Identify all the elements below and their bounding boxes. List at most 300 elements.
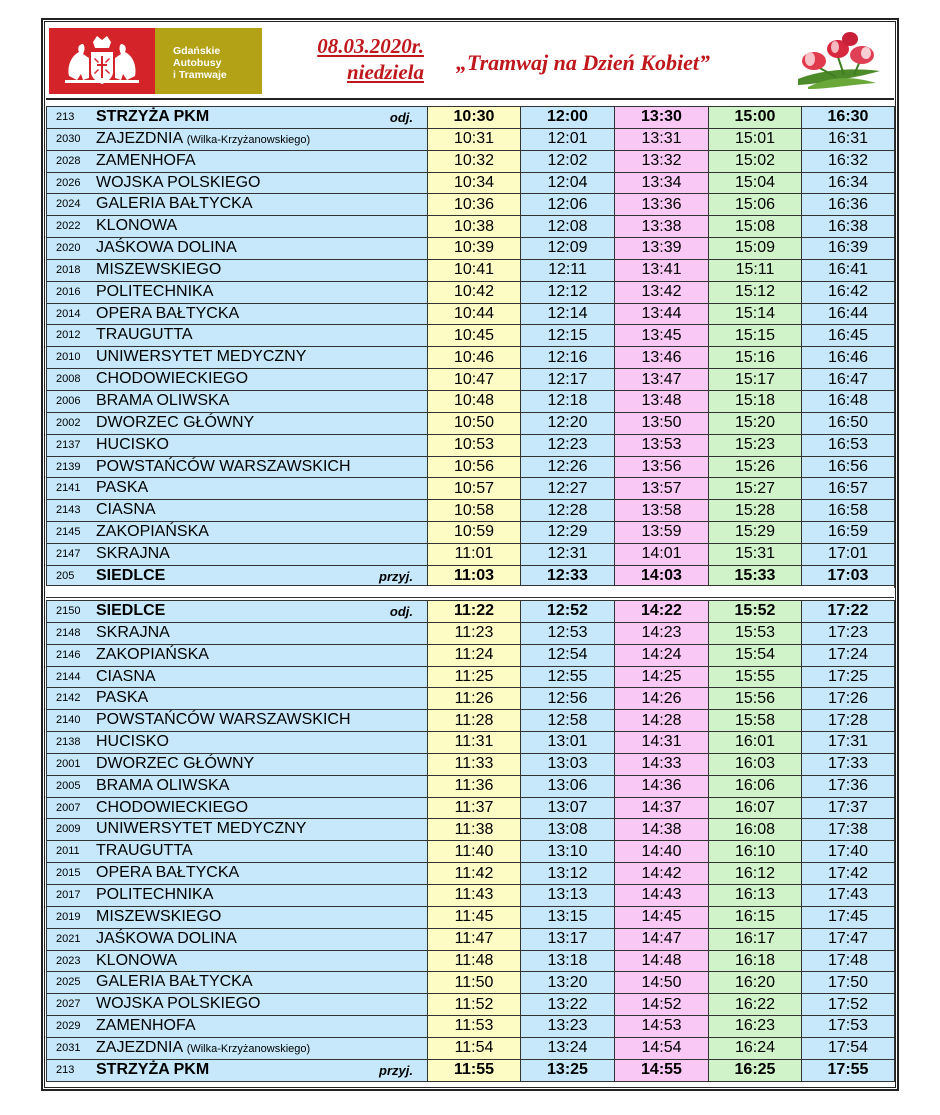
stop-code: 205	[56, 569, 75, 582]
departure-time: 17:24	[802, 644, 895, 666]
stop-name: ZAMENHOFA	[96, 151, 196, 169]
timetable-row	[47, 325, 895, 347]
stop-cell	[47, 390, 428, 412]
departure-time: 14:54	[615, 1037, 709, 1059]
departure-time: 10:48	[428, 390, 521, 412]
timetable-row	[47, 972, 895, 994]
departure-time: 12:09	[521, 238, 615, 260]
stop-code: 213	[56, 111, 75, 123]
departure-time: 13:24	[521, 1037, 615, 1059]
departure-time: 15:02	[709, 150, 802, 172]
departure-time: 16:47	[802, 369, 895, 391]
stop-code: 2018	[56, 263, 81, 276]
stop-cell	[47, 434, 428, 456]
logo-line: Autobusy	[173, 57, 222, 69]
stop-cell	[47, 775, 428, 797]
departure-time: 11:55	[428, 1059, 521, 1081]
stop-code: 2147	[56, 547, 81, 560]
departure-time: 10:53	[428, 434, 521, 456]
stop-cell	[47, 950, 428, 972]
departure-time: 16:12	[709, 863, 802, 885]
departure-time: 16:22	[709, 994, 802, 1016]
stop-name-group	[96, 886, 213, 904]
stop-code: 2025	[56, 976, 81, 989]
stop-code: 2001	[56, 757, 81, 770]
stop-name: SKRAJNA	[96, 544, 170, 562]
departure-time: 17:28	[802, 710, 895, 732]
stop-name: HUCISKO	[96, 435, 169, 453]
timetable-outbound	[46, 106, 895, 588]
departure-time: 13:44	[615, 303, 709, 325]
departure-time: 12:58	[521, 710, 615, 732]
departure-time: 12:29	[521, 522, 615, 544]
stop-cell	[47, 412, 428, 434]
stop-name: CIASNA	[96, 501, 156, 519]
stop-name: TRAUGUTTA	[96, 842, 193, 860]
departure-time: 16:38	[802, 216, 895, 238]
stop-name-group	[96, 689, 148, 707]
stop-name: STRZYŻA PKM	[96, 108, 210, 125]
stop-code: 2029	[56, 1020, 81, 1033]
stop-code: 2021	[56, 932, 81, 945]
departure-time: 12:04	[521, 172, 615, 194]
timetable-row	[47, 172, 895, 194]
departure-time: 11:52	[428, 994, 521, 1016]
departure-time: 14:43	[615, 884, 709, 906]
stop-code: 2145	[56, 526, 81, 539]
timetable-row	[47, 500, 895, 522]
departure-time: 11:50	[428, 972, 521, 994]
departure-time: 10:36	[428, 194, 521, 216]
departure-time: 15:08	[709, 216, 802, 238]
stop-cell	[47, 347, 428, 369]
stop-cell	[47, 710, 428, 732]
stop-cell	[47, 732, 428, 754]
departure-time: 14:40	[615, 841, 709, 863]
departure-time: 16:36	[802, 194, 895, 216]
stop-cell	[47, 325, 428, 347]
stop-name-group	[96, 864, 239, 882]
departure-time: 12:52	[521, 601, 615, 623]
departure-time: 12:23	[521, 434, 615, 456]
timetable-row	[47, 622, 895, 644]
stop-name-group	[96, 777, 229, 795]
departure-time: 11:48	[428, 950, 521, 972]
stop-name-group	[96, 283, 213, 301]
stop-name-group	[96, 952, 177, 970]
departure-time: 13:46	[615, 347, 709, 369]
departure-time: 15:06	[709, 194, 802, 216]
stop-name-group	[96, 842, 193, 860]
stop-cell	[47, 522, 428, 544]
stop-cell	[47, 863, 428, 885]
stop-name-group	[96, 108, 209, 126]
departure-time: 13:13	[521, 884, 615, 906]
timetable-row	[47, 522, 895, 544]
stop-name-group	[96, 174, 261, 192]
departure-time: 15:28	[709, 500, 802, 522]
timetable-row	[47, 150, 895, 172]
departure-time: 15:17	[709, 369, 802, 391]
timetable-row	[47, 819, 895, 841]
stop-name-group	[96, 348, 306, 366]
stop-name: SIEDLCE	[96, 566, 166, 584]
departure-time: 13:10	[521, 841, 615, 863]
departure-time: 14:31	[615, 732, 709, 754]
departure-time: 11:26	[428, 688, 521, 710]
stop-cell	[47, 1037, 428, 1059]
departure-time: 12:18	[521, 390, 615, 412]
timetable-row	[47, 950, 895, 972]
departure-time: 17:43	[802, 884, 895, 906]
stop-code: 2142	[56, 692, 81, 705]
stop-code: 2008	[56, 373, 81, 386]
timetable-row	[47, 928, 895, 950]
stop-name-group	[96, 436, 169, 454]
departure-time: 17:42	[802, 863, 895, 885]
departure-time: 12:02	[521, 150, 615, 172]
departure-time: 11:28	[428, 710, 521, 732]
weekday-text: niedziela	[347, 60, 424, 84]
departure-time: 15:20	[709, 412, 802, 434]
departure-time: 10:39	[428, 238, 521, 260]
stop-code: 2016	[56, 285, 81, 298]
departure-time: 13:01	[521, 732, 615, 754]
stop-name-group	[96, 217, 177, 235]
departure-time: 15:01	[709, 128, 802, 150]
stop-code: 2024	[56, 198, 81, 211]
stop-code: 2146	[56, 648, 81, 661]
departure-time: 17:54	[802, 1037, 895, 1059]
stop-name-group	[96, 545, 170, 563]
departure-time: 15:18	[709, 390, 802, 412]
timetable-row	[47, 128, 895, 150]
departure-time: 16:01	[709, 732, 802, 754]
departure-time: 13:57	[615, 478, 709, 500]
departure-time: 12:53	[521, 622, 615, 644]
stop-name: MISZEWSKIEGO	[96, 907, 222, 925]
departure-time: 16:41	[802, 259, 895, 281]
stop-code: 2012	[56, 329, 81, 342]
departure-time: 13:45	[615, 325, 709, 347]
departure-time: 16:45	[802, 325, 895, 347]
departure-time: 15:00	[709, 107, 802, 129]
departure-time: 13:47	[615, 369, 709, 391]
stop-code: 2007	[56, 801, 81, 814]
departure-time: 11:38	[428, 819, 521, 841]
timetable-row	[47, 259, 895, 281]
departure-time: 17:31	[802, 732, 895, 754]
stop-cell	[47, 1016, 428, 1038]
timetable-row	[47, 565, 895, 587]
stop-cell	[47, 841, 428, 863]
stop-name: PASKA	[96, 689, 149, 707]
departure-time: 13:25	[521, 1059, 615, 1081]
departure-time: 16:25	[709, 1059, 802, 1081]
stop-cell	[47, 797, 428, 819]
departure-time: 16:30	[802, 107, 895, 129]
stop-cell	[47, 1059, 428, 1081]
departure-time: 11:31	[428, 732, 521, 754]
departure-time: 13:48	[615, 390, 709, 412]
timetable-row	[47, 238, 895, 260]
stop-code: 213	[56, 1063, 75, 1076]
departure-time: 10:44	[428, 303, 521, 325]
stop-name: PASKA	[96, 479, 149, 497]
stop-name: MISZEWSKIEGO	[96, 260, 222, 278]
stop-name: ZAMENHOFA	[96, 1017, 196, 1035]
departure-time: 10:42	[428, 281, 521, 303]
departure-time: 11:45	[428, 906, 521, 928]
stop-cell	[47, 107, 428, 129]
departure-time: 14:03	[615, 565, 709, 587]
departure-time: 12:56	[521, 688, 615, 710]
departure-time: 13:22	[521, 994, 615, 1016]
departure-time: 16:56	[802, 456, 895, 478]
departure-time: 16:24	[709, 1037, 802, 1059]
departure-time: 12:20	[521, 412, 615, 434]
stop-cell	[47, 150, 428, 172]
timetable-row	[47, 644, 895, 666]
section-separator	[46, 585, 894, 598]
timetable-row	[47, 1037, 895, 1059]
timetable-row	[47, 369, 895, 391]
departure-time: 14:22	[615, 601, 709, 623]
timetable-row	[47, 666, 895, 688]
timetable-row	[47, 478, 895, 500]
departure-time: 10:57	[428, 478, 521, 500]
stop-name: GALERIA BAŁTYCKA	[96, 973, 253, 991]
stop-name-group	[96, 908, 221, 926]
departure-time: 11:22	[428, 601, 521, 623]
departure-time: 17:36	[802, 775, 895, 797]
departure-time: 13:03	[521, 753, 615, 775]
departure-time: 16:32	[802, 150, 895, 172]
stop-name-group	[96, 392, 229, 410]
stop-cell	[47, 753, 428, 775]
stop-cell	[47, 478, 428, 500]
departure-time: 17:38	[802, 819, 895, 841]
departure-time: 14:52	[615, 994, 709, 1016]
stop-note: (Wilka-Krzyżanowskiego)	[186, 1042, 311, 1055]
departure-time: 12:54	[521, 644, 615, 666]
departure-time: 17:37	[802, 797, 895, 819]
stop-name-group	[96, 646, 209, 664]
departure-time: 17:53	[802, 1016, 895, 1038]
stop-cell	[47, 456, 428, 478]
timetable-row	[47, 601, 895, 623]
stop-name: DWORZEC GŁÓWNY	[96, 754, 255, 772]
departure-time: 14:24	[615, 644, 709, 666]
stop-name-group	[96, 755, 254, 773]
stop-code: 2002	[56, 416, 81, 429]
stop-cell	[47, 644, 428, 666]
stop-name-group	[96, 523, 209, 541]
departure-time: 17:33	[802, 753, 895, 775]
departure-time: 13:18	[521, 950, 615, 972]
stop-name: POLITECHNIKA	[96, 282, 214, 300]
stop-name-group	[96, 414, 254, 432]
departure-time: 11:40	[428, 841, 521, 863]
timetable-row	[47, 216, 895, 238]
departure-time: 17:55	[802, 1059, 895, 1081]
departure-time: 17:50	[802, 972, 895, 994]
departure-time: 14:28	[615, 710, 709, 732]
stop-code: 2006	[56, 394, 81, 407]
stop-cell	[47, 172, 428, 194]
departure-time: 11:03	[428, 565, 521, 587]
timetable-return	[46, 600, 895, 1082]
stop-code: 2028	[56, 154, 81, 167]
departure-time: 15:33	[709, 565, 802, 587]
departure-time: 13:58	[615, 500, 709, 522]
departure-time: 13:41	[615, 259, 709, 281]
departure-time: 16:53	[802, 434, 895, 456]
departure-time: 11:24	[428, 644, 521, 666]
stop-name-group	[96, 930, 237, 948]
departure-time: 11:25	[428, 666, 521, 688]
stop-name-group	[96, 458, 351, 476]
departure-time: 16:39	[802, 238, 895, 260]
stop-name-group	[96, 479, 148, 497]
stop-cell	[47, 994, 428, 1016]
timetable-row	[47, 863, 895, 885]
departure-time: 13:56	[615, 456, 709, 478]
departure-time: 10:46	[428, 347, 521, 369]
departure-time: 13:38	[615, 216, 709, 238]
stop-name: KLONOWA	[96, 217, 178, 235]
stop-name-group	[96, 370, 248, 388]
departure-time: 16:06	[709, 775, 802, 797]
tulips-icon	[788, 27, 884, 93]
departure-time: 16:57	[802, 478, 895, 500]
departure-time: 16:48	[802, 390, 895, 412]
departure-time: 13:23	[521, 1016, 615, 1038]
departure-time: 13:36	[615, 194, 709, 216]
timetable-row	[47, 906, 895, 928]
stop-name-group	[96, 326, 193, 344]
timetable-row	[47, 710, 895, 732]
departure-time: 11:42	[428, 863, 521, 885]
departure-time: 16:50	[802, 412, 895, 434]
logo-line: Gdańskie	[173, 45, 221, 57]
stop-code: 2140	[56, 714, 81, 727]
stop-name-group	[96, 820, 306, 838]
departure-time: 12:15	[521, 325, 615, 347]
stop-code: 2030	[56, 132, 81, 145]
departure-time: 11:43	[428, 884, 521, 906]
departure-time: 15:26	[709, 456, 802, 478]
gait-logo	[155, 28, 262, 94]
departure-time: 15:55	[709, 666, 802, 688]
departure-time: 10:38	[428, 216, 521, 238]
departure-time: 15:52	[709, 601, 802, 623]
departure-time: 16:07	[709, 797, 802, 819]
departure-time: 13:32	[615, 150, 709, 172]
header-divider	[46, 98, 894, 100]
departure-time: 14:36	[615, 775, 709, 797]
departure-time: 16:46	[802, 347, 895, 369]
departure-time: 12:08	[521, 216, 615, 238]
stop-code: 2015	[56, 867, 81, 880]
departure-time: 17:03	[802, 565, 895, 587]
stop-name-group	[96, 1039, 310, 1058]
stop-code: 2010	[56, 351, 81, 364]
timetable-row	[47, 303, 895, 325]
departure-time: 13:30	[615, 107, 709, 129]
departure-time: 16:15	[709, 906, 802, 928]
departure-time: 14:47	[615, 928, 709, 950]
stop-name: WOJSKA POLSKIEGO	[96, 173, 261, 191]
departure-time: 13:06	[521, 775, 615, 797]
stop-name-group	[96, 305, 239, 323]
stop-name: SKRAJNA	[96, 623, 170, 641]
departure-time: 12:55	[521, 666, 615, 688]
stop-name-group	[96, 195, 253, 213]
stop-code: 2017	[56, 888, 81, 901]
stop-name-group	[96, 995, 261, 1013]
departure-time: 11:01	[428, 543, 521, 565]
departure-time: 14:33	[615, 753, 709, 775]
departure-time: 13:53	[615, 434, 709, 456]
stop-cell	[47, 281, 428, 303]
departure-time: 14:55	[615, 1059, 709, 1081]
departure-time: 14:37	[615, 797, 709, 819]
departure-time: 16:31	[802, 128, 895, 150]
departure-time: 17:52	[802, 994, 895, 1016]
stop-name: ZAJEZDNIA	[96, 1038, 183, 1056]
timetable-row	[47, 543, 895, 565]
departure-time: 17:47	[802, 928, 895, 950]
gdansk-coat-of-arms-logo	[49, 28, 155, 94]
stop-cell	[47, 543, 428, 565]
timetable-row	[47, 107, 895, 129]
departure-time: 14:42	[615, 863, 709, 885]
stop-code: 2011	[56, 845, 80, 858]
departure-time: 14:50	[615, 972, 709, 994]
stop-name: JAŚKOWA DOLINA	[96, 239, 237, 257]
timetable-row	[47, 347, 895, 369]
stop-tag: odj.	[389, 604, 413, 619]
departure-time: 12:12	[521, 281, 615, 303]
departure-time: 11:36	[428, 775, 521, 797]
stop-code: 2143	[56, 504, 81, 517]
stop-code: 2022	[56, 220, 81, 233]
lions-crest-icon	[49, 28, 155, 94]
timetable-row	[47, 434, 895, 456]
departure-time: 10:32	[428, 150, 521, 172]
stop-cell	[47, 601, 428, 623]
departure-time: 12:31	[521, 543, 615, 565]
departure-time: 14:26	[615, 688, 709, 710]
departure-time: 12:00	[521, 107, 615, 129]
stop-tag: przyj.	[379, 1062, 413, 1078]
stop-cell	[47, 238, 428, 260]
departure-time: 15:53	[709, 622, 802, 644]
departure-time: 17:45	[802, 906, 895, 928]
stop-name-group	[96, 261, 221, 279]
stop-name: BRAMA OLIWSKA	[96, 776, 230, 794]
stop-name: STRZYŻA PKM	[96, 1060, 210, 1078]
stop-name: BRAMA OLIWSKA	[96, 391, 230, 409]
departure-time: 13:34	[615, 172, 709, 194]
stop-code: 2005	[56, 779, 81, 792]
timetable-row	[47, 1016, 895, 1038]
stop-cell	[47, 369, 428, 391]
departure-time: 15:54	[709, 644, 802, 666]
stop-cell	[47, 906, 428, 928]
stop-code: 2009	[56, 823, 81, 836]
